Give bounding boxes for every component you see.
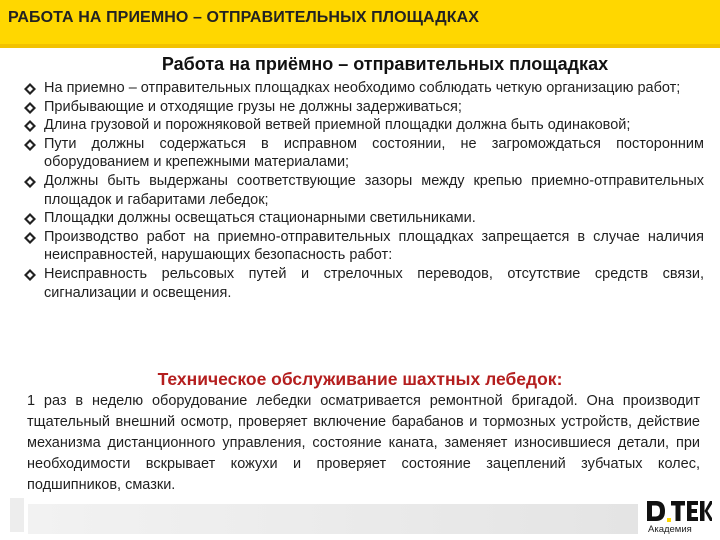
- bullet-item: [24, 79, 704, 98]
- diamond-bullet-icon: [24, 83, 36, 95]
- diamond-bullet-icon: [24, 120, 36, 132]
- header-stripe: [0, 44, 720, 48]
- bullet-item: [24, 228, 704, 265]
- footer-accent: [10, 498, 24, 532]
- diamond-bullet-icon: [24, 102, 36, 114]
- logo-subtitle: Академия: [648, 524, 692, 535]
- diamond-bullet-icon: [24, 139, 36, 151]
- diamond-bullet-icon: [24, 269, 36, 281]
- bullet-text: Пути должны содержаться в исправном состоянии, не загромождаться посторонним оборудованием и крепежными материалами;: [44, 135, 704, 171]
- body-paragraph: 1 раз в неделю оборудование лебедки осматривается ремонтной бригадой. Она производит тщательный внешний осмотр, проверяет включение барабанов и тормозных устройств, действие механизма дистанционного управления, состояние каната, заменяет износившиеся детали, при необходимости вскрывает кожухи и проверяет состояние зацеплений зубчатых колес, подшипников, смазки.: [27, 393, 700, 493]
- bullet-text: Прибывающие и отходящие грузы не должны задерживаться;: [44, 98, 462, 115]
- bullet-list: [24, 79, 704, 302]
- bullet-item: [24, 116, 704, 135]
- bullet-item: [24, 135, 704, 172]
- bullet-text: Должны быть выдержаны соответствующие зазоры между крепью приемно-отправительных площадок и габаритами лебедок;: [44, 172, 704, 208]
- bullet-text: На приемно – отправительных площадках необходимо соблюдать четкую организацию работ;: [44, 80, 681, 96]
- bullet-text: Площадки должны освещаться стационарными светильниками.: [44, 210, 476, 227]
- diamond-bullet-icon: [24, 213, 36, 225]
- bullet-item: [24, 172, 704, 209]
- bullet-text: Производство работ на приемно-отправительных площадках запрещается в случае наличия неисправностей, нарушающих безопасность работ:: [44, 228, 704, 264]
- dtek-logo-mark: [646, 498, 712, 524]
- bullet-item: [24, 209, 704, 228]
- bullet-item: [24, 265, 704, 302]
- section-title: Техническое обслуживание шахтных лебедок:: [157, 369, 563, 389]
- bullet-text: Длина грузовой и порожняковой ветвей приемной площадки должна быть одинаковой;: [44, 117, 631, 134]
- dtek-logo: [644, 498, 714, 536]
- page-title: РАБОТА НА ПРИЕМНО – ОТПРАВИТЕЛЬНЫХ ПЛОЩАДКАХ: [8, 9, 480, 26]
- header-bar: [0, 0, 720, 48]
- bullet-item: [24, 98, 704, 117]
- slide-subtitle: Работа на приёмно – отправительных площадках: [161, 54, 609, 74]
- bullet-text: Неисправность рельсовых путей и стрелочных переводов, отсутствие средств связи, сигнализации и освещения.: [44, 265, 704, 301]
- diamond-bullet-icon: [24, 232, 36, 244]
- footer-band: [28, 504, 638, 534]
- diamond-bullet-icon: [24, 176, 36, 188]
